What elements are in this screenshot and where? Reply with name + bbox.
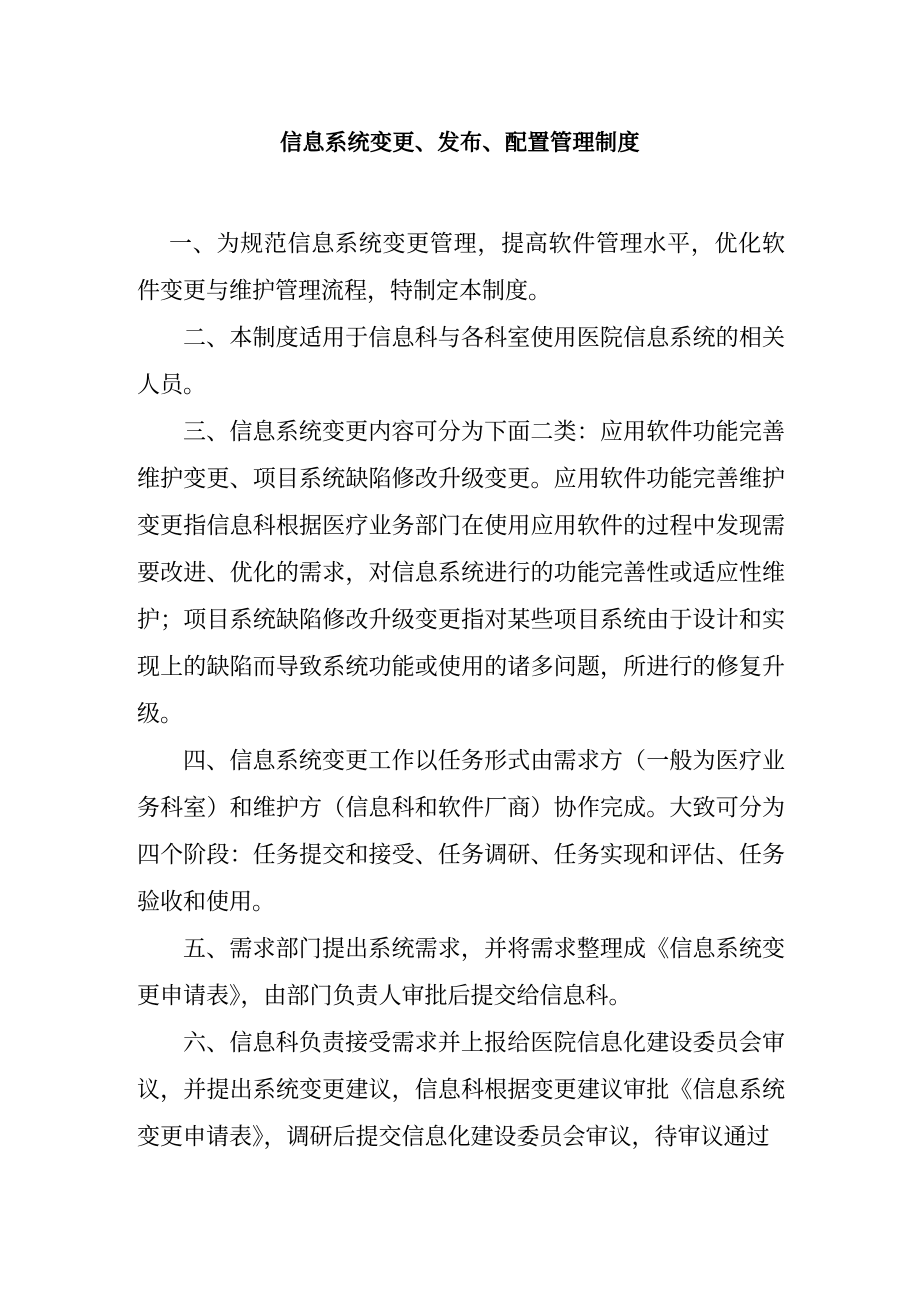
paragraph-2: 二、本制度适用于信息科与各科室使用医院信息系统的相关人员。	[137, 325, 785, 398]
paragraph-1: 一、为规范信息系统变更管理，提高软件管理水平，优化软件变更与维护管理流程，特制定本制度。	[137, 231, 785, 304]
paragraph-3: 三、信息系统变更内容可分为下面二类：应用软件功能完善维护变更、项目系统缺陷修改升级变更。应用软件功能完善维护变更指信息科根据医疗业务部门在使用应用软件的过程中发现需要改进、优化的需求，对信息系统进行的功能完善性或适应性维护；项目系统缺陷修改升级变更指对某些项目系统由于设计和实现上的缺陷而导致系统功能或使用的诸多问题，所进行的修复升级。	[137, 419, 785, 727]
paragraph-4: 四、信息系统变更工作以任务形式由需求方（一般为医疗业务科室）和维护方（信息科和软件厂商）协作完成。大致可分为四个阶段：任务提交和接受、任务调研、任务实现和评估、任务验收和使用。	[137, 748, 785, 915]
paragraph-5: 五、需求部门提出系统需求，并将需求整理成《信息系统变更申请表》，由部门负责人审批后提交给信息科。	[137, 936, 785, 1009]
paragraph-6: 六、信息科负责接受需求并上报给医院信息化建设委员会审议，并提出系统变更建议，信息科根据变更建议审批《信息系统变更申请表》，调研后提交信息化建设委员会审议，待审议通过	[137, 1030, 785, 1150]
document-body	[137, 221, 785, 1161]
document-title: 信息系统变更、发布、配置管理制度	[279, 131, 640, 156]
